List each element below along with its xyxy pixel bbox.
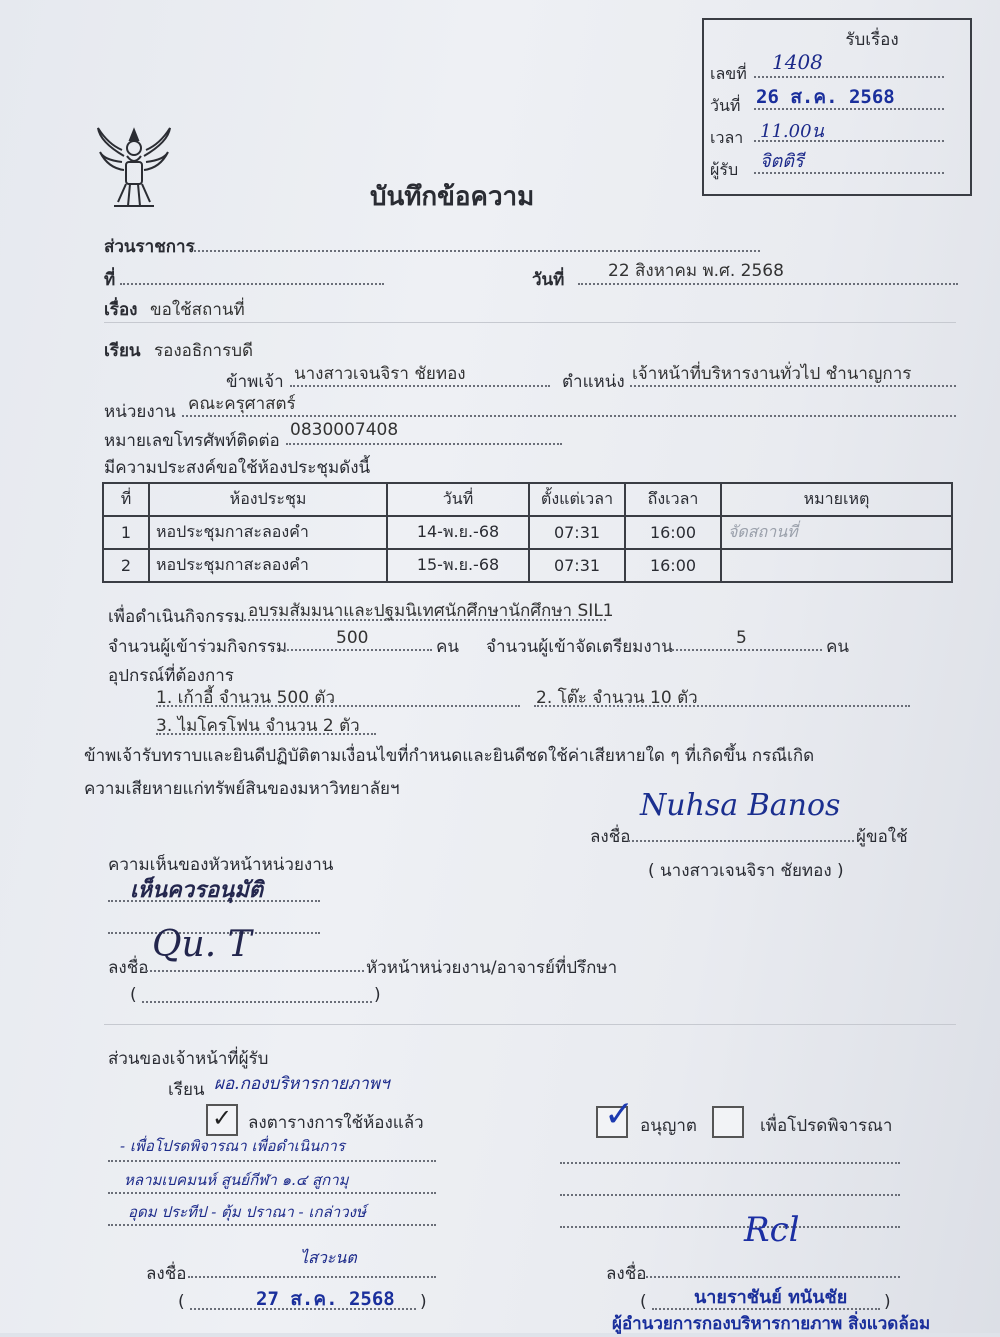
officer-note-1: - เพื่อโปรดพิจารณา เพื่อดำเนินการ xyxy=(120,1137,345,1155)
participants-label: จำนวนผู้เข้าร่วมกิจกรรม xyxy=(108,637,288,657)
to-label: เรียน xyxy=(104,341,141,361)
officer-note-2: หลามเบคมนห์ สูนย์กีฬา ๑.๔ สูกามุ xyxy=(124,1171,349,1189)
equipment-item: 3. ไมโครโฟน จำนวน 2 ตัว xyxy=(156,716,360,736)
garuda-emblem xyxy=(94,122,174,212)
officer-to-value: ผอ.กองบริหารกายภาพฯ xyxy=(214,1074,390,1094)
equipment-label: อุปกรณ์ที่ต้องการ xyxy=(108,666,234,686)
receive-stamp-box xyxy=(702,18,972,196)
unit-value: คณะครุศาสตร์ xyxy=(188,394,296,414)
header-note: หมายเหตุ xyxy=(721,483,952,516)
position-label: ตำแหน่ง xyxy=(562,372,625,392)
requester-role: ผู้ขอใช้ xyxy=(856,827,908,847)
approval-paren-close: ) xyxy=(884,1292,891,1312)
officer-to-label: เรียน xyxy=(168,1080,205,1100)
officer-signature: ไสวะนต xyxy=(300,1248,357,1267)
equipment-item: 2. โต๊ะ จำนวน 10 ตัว xyxy=(536,688,698,708)
receive-no-label: เลขที่ xyxy=(710,64,747,83)
name-value: นางสาวเจนจิรา ชัยทอง xyxy=(294,364,466,384)
receive-title: รับเรื่อง xyxy=(845,30,899,50)
receive-time-label: เวลา xyxy=(710,128,744,147)
position-value: เจ้าหน้าที่บริหารงานทั่วไป ชำนาญการ xyxy=(632,364,912,384)
staff-unit: คน xyxy=(826,637,849,657)
receive-no-value: 1408 xyxy=(772,50,823,74)
agreement-line-2: ความเสียหายแก่ทรัพย์สินของมหาวิทยาลัยฯ xyxy=(84,779,400,799)
date-label: วันที่ xyxy=(532,270,565,290)
receive-time-value: 11.00น xyxy=(760,121,824,142)
receive-receiver-label: ผู้รับ xyxy=(710,160,739,179)
check-icon: ✓ xyxy=(604,1094,635,1135)
table-row xyxy=(103,549,952,582)
approval-name: นายราชันย์ ทนันชัย xyxy=(694,1287,848,1308)
head-paren-open: ( xyxy=(130,985,137,1005)
head-paren-close: ) xyxy=(374,985,381,1005)
requester-name: ( นางสาวเจนจิรา ชัยทอง ) xyxy=(648,861,844,881)
officer-note-3: อุดม ประทีป - ตุ้ม ปราณา - เกล่าวงษ์ xyxy=(128,1203,366,1221)
cell-start: 07:31 xyxy=(529,516,625,549)
requester-sign-label: ลงชื่อ xyxy=(590,827,631,847)
phone-value: 0830007408 xyxy=(290,420,399,440)
cell-no: 1 xyxy=(103,516,149,549)
header-date: วันที่ xyxy=(387,483,529,516)
approval-paren-open: ( xyxy=(640,1292,647,1312)
participants-value: 500 xyxy=(336,628,369,648)
header-no: ที่ xyxy=(103,483,149,516)
activity-label: เพื่อดำเนินกิจกรรม xyxy=(108,607,245,627)
cell-date: 15-พ.ย.-68 xyxy=(387,549,529,582)
cell-end: 16:00 xyxy=(625,549,721,582)
subject-value: ขอใช้สถานที่ xyxy=(150,300,245,320)
head-signature: Qu. T xyxy=(152,924,252,965)
dept-label: ส่วนราชการ xyxy=(104,237,195,257)
check-icon: ✓ xyxy=(212,1104,233,1132)
cell-room: หอประชุมกาสะลองคำ xyxy=(149,549,387,582)
officer-section-label: ส่วนของเจ้าหน้าที่ผู้รับ xyxy=(108,1049,269,1069)
rooms-table xyxy=(102,482,953,583)
date-value: 22 สิงหาคม พ.ศ. 2568 xyxy=(608,261,784,281)
cell-room: หอประชุมกาสะลองคำ xyxy=(149,516,387,549)
receive-receiver-value: จิตติรี xyxy=(760,151,804,172)
approve-checkbox[interactable] xyxy=(596,1094,635,1138)
header-room: ห้องประชุม xyxy=(149,483,387,516)
activity-value: อบรมสัมมนาและปฐมนิเทศนักศึกษานักศึกษา SIL1 xyxy=(248,601,614,621)
phone-label: หมายเลขโทรศัพท์ติดต่อ xyxy=(104,431,280,451)
booked-label: ลงตารางการใช้ห้องแล้ว xyxy=(248,1113,424,1133)
memo-title: บันทึกข้อความ xyxy=(370,182,535,212)
name-label: ข้าพเจ้า xyxy=(226,372,284,392)
staff-label: จำนวนผู้เข้าจัดเตรียมงาน xyxy=(486,637,673,657)
head-sign-label: ลงชื่อ xyxy=(108,958,149,978)
head-opinion-value: เห็นควรอนุมัติ xyxy=(130,877,263,903)
cell-note: จัดสถานที่ xyxy=(721,516,952,549)
head-role: หัวหน้าหน่วยงาน/อาจารย์ที่ปรึกษา xyxy=(366,958,618,978)
approve-label: อนุญาต xyxy=(640,1116,697,1136)
staff-value: 5 xyxy=(736,628,747,648)
consider-label: เพื่อโปรดพิจารณา xyxy=(760,1116,893,1136)
officer-sign-label: ลงชื่อ xyxy=(146,1264,187,1284)
to-value: รองอธิการบดี xyxy=(154,341,254,361)
cell-start: 07:31 xyxy=(529,549,625,582)
subject-label: เรื่อง xyxy=(104,300,138,320)
officer-paren-open: ( xyxy=(178,1292,185,1312)
participants-unit: คน xyxy=(436,637,459,657)
officer-date: 27 ส.ค. 2568 xyxy=(256,1288,395,1310)
consider-checkbox[interactable] xyxy=(712,1106,744,1138)
cell-note xyxy=(721,549,952,582)
requester-signature: Nuhsa Banos xyxy=(640,788,841,823)
equipment-item: 1. เก้าอี้ จำนวน 500 ตัว xyxy=(156,688,336,708)
head-opinion-label: ความเห็นของหัวหน้าหน่วยงาน xyxy=(108,855,334,875)
receive-date-value: 26 ส.ค. 2568 xyxy=(756,86,895,108)
cell-end: 16:00 xyxy=(625,516,721,549)
approval-sign-label: ลงชื่อ xyxy=(606,1264,647,1284)
table-row xyxy=(103,516,952,549)
unit-label: หน่วยงาน xyxy=(104,402,176,422)
agreement-line-1: ข้าพเจ้ารับทราบและยินดีปฏิบัติตามเงื่อนไขที่กำหนดและยินดีชดใช้ค่าเสียหายใด ๆ ที่เกิดขึ้น กรณีเกิด xyxy=(84,746,815,766)
approval-title: ผู้อำนวยการกองบริหารกายภาพ สิ่งแวดล้อม xyxy=(612,1314,931,1334)
ref-label: ที่ xyxy=(104,270,116,290)
officer-paren-close: ) xyxy=(420,1292,427,1312)
booked-checkbox[interactable] xyxy=(206,1104,238,1136)
purpose-text: มีความประสงค์ขอใช้ห้องประชุมดังนี้ xyxy=(104,458,371,478)
header-start: ตั้งแต่เวลา xyxy=(529,483,625,516)
cell-no: 2 xyxy=(103,549,149,582)
table-header-row xyxy=(103,483,952,516)
approval-signature: Rcl xyxy=(744,1210,800,1250)
header-end: ถึงเวลา xyxy=(625,483,721,516)
receive-date-label: วันที่ xyxy=(710,96,741,115)
cell-date: 14-พ.ย.-68 xyxy=(387,516,529,549)
